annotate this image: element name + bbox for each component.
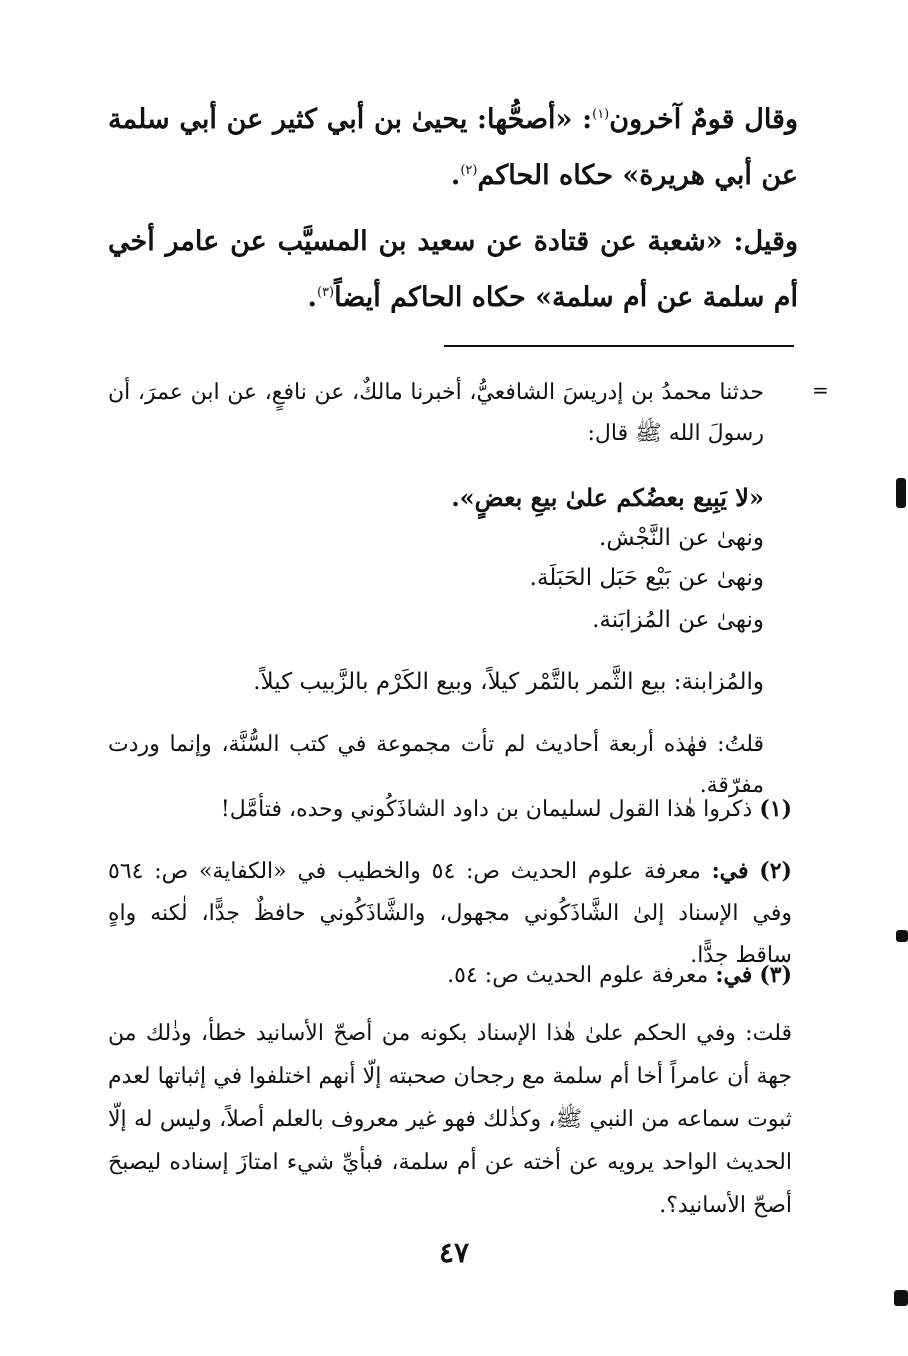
footnote-2-text: معرفة علوم الحديث ص: ٥٤ والخطيب في «الكفاية» ص: ٥٦٤ وفي الإسناد إلىٰ الشَّاذَكُوني مجهول، والشَّاذَكُوني حافظٌ جدًّا، لٰكنه واهٍ ساقط جدًّا.: [108, 859, 792, 968]
main-paragraph-2-part1: وقيل: «شعبة عن قتادة عن سعيد بن المسيَّب عن عامر أخي أم سلمة عن أم سلمة» حكاه الحاكم أيضاً: [108, 226, 798, 313]
nahy-line-1: ونهىٰ عن النَّجْش.: [599, 525, 764, 551]
page-number: ٤٧: [438, 1236, 470, 1269]
scan-mark: [896, 930, 908, 942]
footnote-3-number: (٣): [759, 962, 792, 988]
main-paragraph-1-part1: وقال قومٌ آخرون: [609, 104, 798, 135]
footnote-3-fi: في:: [715, 962, 753, 988]
main-paragraph-1-part3: .: [450, 160, 461, 191]
footnote-ref-2: (٢): [460, 163, 478, 178]
closing-comment: قلت: وفي الحكم علىٰ هٰذا الإسناد بكونه من أصحّ الأسانيد خطأ، وذٰلك من جهة أن عامراً أخا أم سلمة مع رجحان صحبته إلّا أنهم اختلفوا في إثباتها لعدم ثبوت سماعه من النبي ﷺ، وكذٰلك فهو غير معروف بالعلم أصلاً، وليس له إلّا الحديث الواحد يرويه عن أخته عن أم سلمة، فبأيِّ شيء امتازَ إسناده ليصبحَ أصحّ الأسانيد؟.: [108, 1021, 792, 1218]
main-paragraph-2: [108, 214, 798, 326]
scan-mark: [896, 478, 906, 508]
muzabana-definition: والمُزابنة: بيع الثَّمر بالتَّمْر كيلاً، وبيع الكَرْم بالزَّبيب كيلاً.: [253, 669, 764, 695]
footnote-ref-3: (٣): [316, 285, 335, 300]
main-paragraph-1-part2: : «أصحُّها: يحيىٰ بن أبي كثير عن أبي سلمة عن أبي هريرة» حكاه الحاكم: [108, 104, 798, 191]
nahy-line-3: ونهىٰ عن المُزابَنة.: [592, 607, 764, 633]
footnote-1-text: ذكروا هٰذا القول لسليمان بن داود الشاذَكُوني وحده، فتأمَّل!: [220, 797, 753, 822]
nahy-line-2: ونهىٰ عن بَيْع حَبَل الحَبَلَة.: [529, 565, 764, 591]
footnote-1-number: (١): [759, 796, 792, 822]
footnote-separator: [444, 345, 794, 347]
isnad-text: حدثنا محمدُ بن إدريسَ الشافعيُّ، أخبرنا مالكٌ، عن نافعٍ، عن ابن عمرَ، أن رسولَ الله ﷺ قال:: [108, 380, 764, 446]
footnote-2-number: (٢): [759, 858, 792, 884]
footnote-1: [108, 788, 792, 831]
main-paragraph-1: [108, 92, 798, 204]
author-comment: قلتُ: فهٰذه أربعة أحاديث لم تأت مجموعة في كتب السُّنَّة، وإنما وردت مفرّقة.: [108, 732, 764, 798]
footnote-2-fi: في:: [711, 858, 749, 884]
scan-mark: [894, 1290, 908, 1306]
footnote-3-text: معرفة علوم الحديث ص: ٥٤.: [447, 963, 709, 988]
continuation-mark: =: [812, 378, 829, 402]
footnote-ref-1: (١): [592, 107, 610, 122]
hadith-quote: «لا يَبِيع بعضُكم علىٰ بيعِ بعضٍ».: [451, 483, 764, 512]
footnote-3: [108, 954, 792, 997]
main-paragraph-2-part2: .: [307, 282, 317, 313]
